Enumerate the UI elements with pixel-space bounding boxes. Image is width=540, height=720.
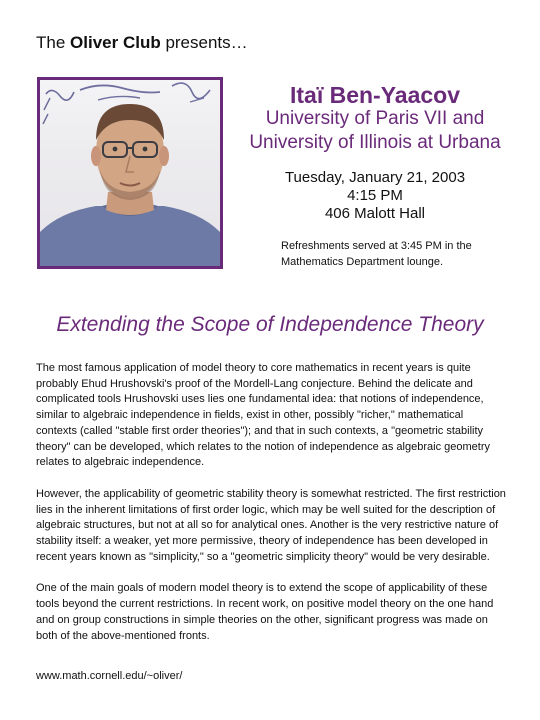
speaker-affiliation-1: University of Paris VII and — [265, 108, 485, 129]
event-location: 406 Malott Hall — [324, 205, 426, 222]
talk-title: Extending the Scope of Independence Theory — [56, 313, 484, 336]
event-date: Tuesday, January 21, 2003 — [284, 169, 466, 186]
speaker-photo — [37, 77, 223, 269]
club-name: Oliver Club — [70, 33, 161, 52]
speaker-affiliation-2: University of Illinois at Urbana — [249, 132, 501, 153]
speaker-portrait-image — [40, 80, 220, 266]
refreshments-note: Refreshments served at 3:45 PM in the Mathematics Department lounge. — [281, 240, 472, 268]
talk-abstract — [36, 361, 506, 660]
event-time: 4:15 PM — [347, 187, 403, 204]
announcement-header — [36, 33, 248, 53]
footer-url: www.math.cornell.edu/~oliver/ — [36, 670, 183, 682]
header-prefix: The — [36, 33, 71, 52]
speaker-name: Itaï Ben-Yaacov — [289, 82, 461, 108]
abstract-paragraph: One of the main goals of modern model theory is to extend the scope of applicability of these tools beyond the current restrictions. In recent work, on positive model theory on the one hand and on group constructions in simple theories on the other, significant progress was made on both of the above-mentioned fronts. — [36, 582, 494, 642]
abstract-paragraph: The most famous application of model theory to core mathematics in recent years is quite probably Ehud Hrushovski's proof of the Mordell-Lang conjecture. Behind the delicate and complicated tools Hrushovski uses lies one fundamental idea: that notions of independence, similar to algebraic independence in fields, exist in other, possibly "richer," mathematical contexts (called "stable first order theories"); and that in such contexts, a "geometric stability theory" can be developed, which relates to the notion of independence as algebraic geometry relates to algebraic independence. — [36, 362, 490, 469]
header-suffix: presents… — [160, 33, 248, 52]
abstract-paragraph: However, the applicability of geometric stability theory is somewhat restricted. The first restriction lies in the inherent limitations of first order logic, which may be well suited for the description of algebraic structures, but not at all so for analytical ones. Another is the very restrictive nature of stability itself: a weaker, yet more permissive, theory of independence has been developed in recent years known as "simplicity," so a "geometric simplicity theory" would be very desirable. — [36, 487, 506, 563]
